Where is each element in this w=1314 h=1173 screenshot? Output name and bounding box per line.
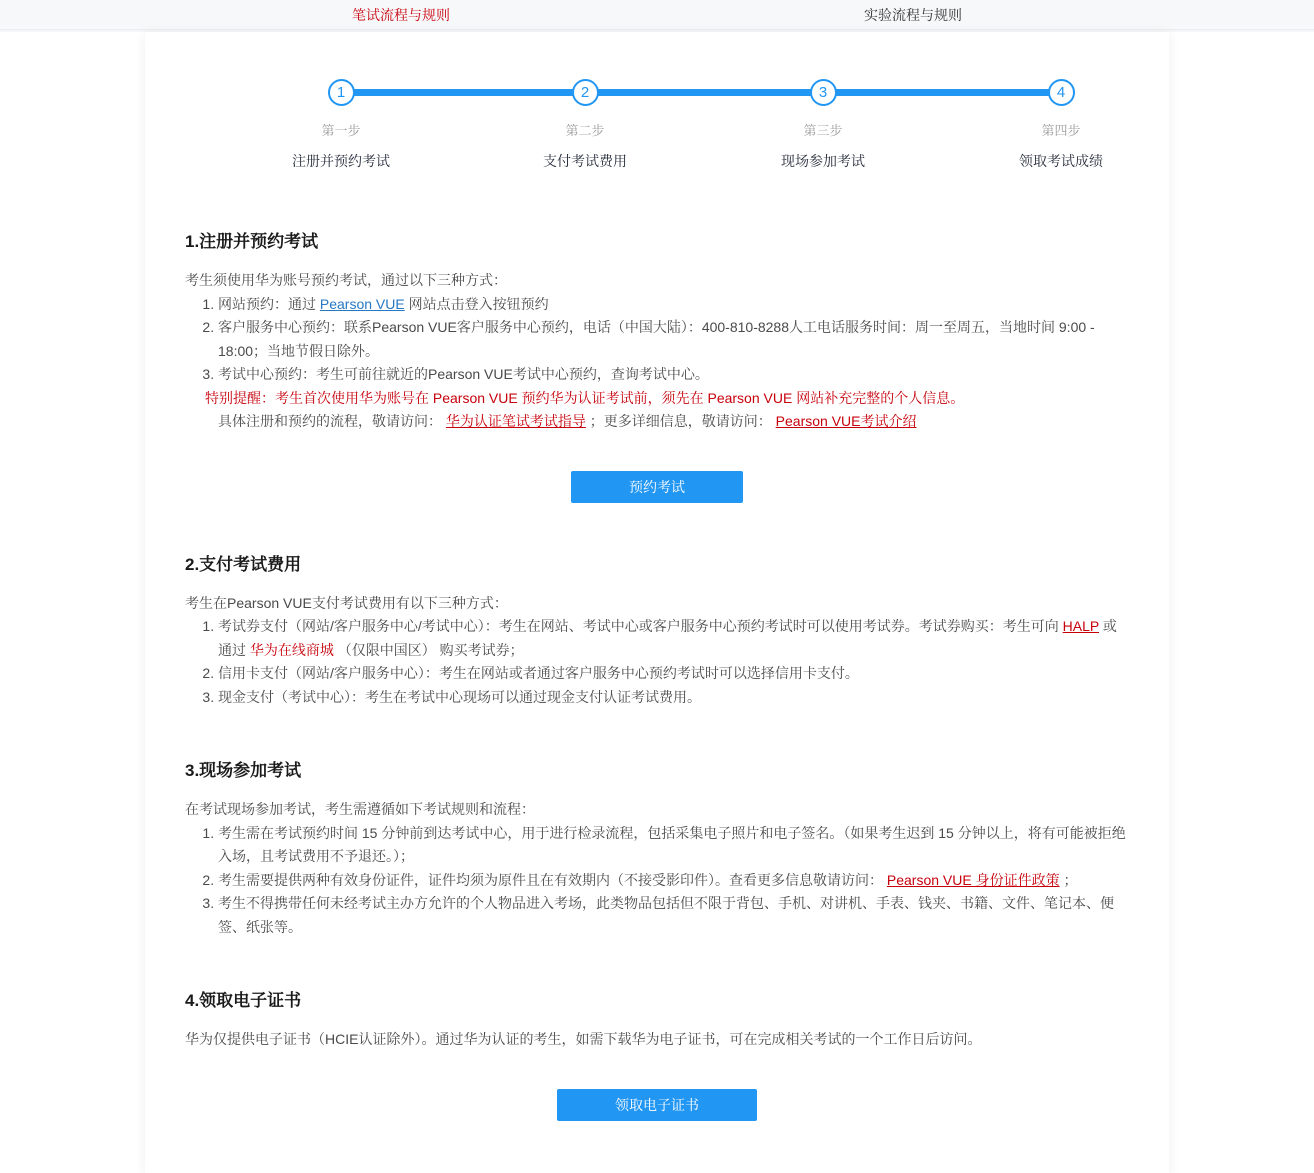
item-text: 网站预约：通过 [218,295,320,312]
step-2 [475,79,695,171]
book-exam-button-row [185,471,1129,503]
item-text: （仅限中国区） 购买考试券； [333,641,524,658]
section-attend-exam-onsite [185,756,1129,939]
item-text: 考试券支付（网站/客户服务中心/考试中心）：考生在网站、考试中心或客户服务中心预约考试时可以使用考试券。考试券购买：考生可向 [218,618,1063,634]
step-3-circle: 3 [810,79,837,106]
special-reminder-text: 特别提醒：考生首次使用华为账号在 Pearson VUE 预约华为认证考试前，须先在 Pearson VUE 网站补充完整的个人信息。 [205,389,965,406]
list-item [218,615,1129,662]
list-item [218,892,1129,939]
step-2-title: 支付考试费用 [543,153,627,169]
section-3-list [185,822,1129,940]
list-item [218,316,1129,363]
step-3 [713,79,933,171]
item-text: 考试中心预约：考生可前往就近的Pearson VUE考试中心预约，查询考试中心。 [218,366,709,382]
section-1-intro: 考生须使用华为账号预约考试，通过以下三种方式： [185,272,507,288]
halp-link[interactable]: HALP [1062,618,1099,634]
section-register-and-book [185,227,1129,503]
item-text: 网站点击登入按钮预约 [404,295,549,312]
item-text: 现金支付（考试中心）：考生在考试中心现场可以通过现金支付认证考试费用。 [218,688,701,705]
page-body [0,32,1314,1173]
step-2-circle: 2 [572,79,599,106]
written-exam-guide-link[interactable]: 华为认证笔试考试指导 [445,413,586,429]
step-3-label: 第三步 [803,123,843,138]
content-card [145,32,1169,1173]
step-4-circle: 4 [1048,79,1075,106]
step-3-title: 现场参加考试 [781,153,865,169]
item-text: 考生需要提供两种有效身份证件，证件均须为原件且在有效期内（不接受影印件）。查看更多信息敬请访问： [218,871,887,888]
list-item [218,822,1129,869]
list-item [218,363,1129,387]
step-4-label: 第四步 [1041,123,1081,138]
pearson-vue-link[interactable]: Pearson VUE [319,295,405,312]
section-2-list [185,615,1129,709]
book-exam-button[interactable]: 预约考试 [571,471,743,503]
step-4 [951,79,1171,171]
step-1-title: 注册并预约考试 [292,153,390,169]
item-text: 客户服务中心预约：联系Pearson VUE客户服务中心预约，电话（中国大陆）：400-810-8288人工电话服务时间：周一至周五，当地时间 9:00 - 18:00；当地节假日除外。 [218,319,1095,359]
list-item [218,662,1129,686]
tab-lab-exam-rules[interactable]: 实验流程与规则 [864,6,962,23]
pearson-vue-id-policy-link[interactable]: Pearson VUE 身份证件政策 [886,871,1060,888]
tab-bar [0,0,1314,30]
section-3-intro: 在考试现场参加考试，考生需遵循如下考试规则和流程： [185,801,535,817]
section-4-heading: 4.领取电子证书 [185,991,302,1010]
section-4-intro: 华为仅提供电子证书（HCIE认证除外）。通过华为认证的考生，如需下载华为电子证书，可在完成相关考试的一个工作日后访问。 [185,1031,982,1047]
step-4-title: 领取考试成绩 [1019,153,1103,169]
item-text: 考生不得携带任何未经考试主办方允许的个人物品进入考场，此类物品包括但不限于背包、手机、对讲机、手表、钱夹、书籍、文件、笔记本、便签、纸张等。 [218,895,1114,935]
line-text: 具体注册和预约的流程，敬请访问： [218,413,446,429]
item-text: 考生需在考试预约时间 15 分钟前到达考试中心，用于进行检录流程，包括采集电子照片和电子签名。（如果考生迟到 15 分钟以上，将有可能被拒绝入场，且考试费用不予退还。）； [218,824,1126,864]
section-2-heading: 2.支付考试费用 [185,554,302,574]
item-text: ； [1059,871,1078,888]
step-1-circle: 1 [328,79,355,106]
item-text: 信用卡支付（网站/客户服务中心）：考生在网站或者通过客户服务中心预约考试时可以选择信用卡支付。 [218,665,859,681]
tab-bar-inner [145,0,1169,29]
list-item [218,293,1129,317]
section-1-heading: 1.注册并预约考试 [185,232,319,251]
pearson-vue-exam-intro-link[interactable]: Pearson VUE考试介绍 [775,413,917,429]
get-certificate-button-row [185,1089,1129,1121]
section-pay-exam-fee [185,550,1129,710]
exam-process-stepper [185,32,1129,178]
section-3-heading: 3.现场参加考试 [185,761,302,780]
get-certificate-button[interactable]: 领取电子证书 [557,1089,757,1121]
section-2-intro: 考生在Pearson VUE支付考试费用有以下三种方式： [185,594,508,611]
step-1-label: 第一步 [321,123,361,138]
list-item [218,869,1129,893]
item-text: 或通过 [218,618,1117,658]
registration-guide-line [218,410,1129,434]
step-2-label: 第二步 [565,123,605,138]
step-1 [231,79,451,171]
huawei-online-store-link[interactable]: 华为在线商城 [249,641,334,658]
list-item [218,686,1129,710]
section-get-e-certificate [185,986,1129,1121]
line-text: ；更多详细信息，敬请访问： [585,413,776,429]
tab-written-exam-rules[interactable]: 笔试流程与规则 [352,6,450,23]
section-1-list [185,293,1129,387]
